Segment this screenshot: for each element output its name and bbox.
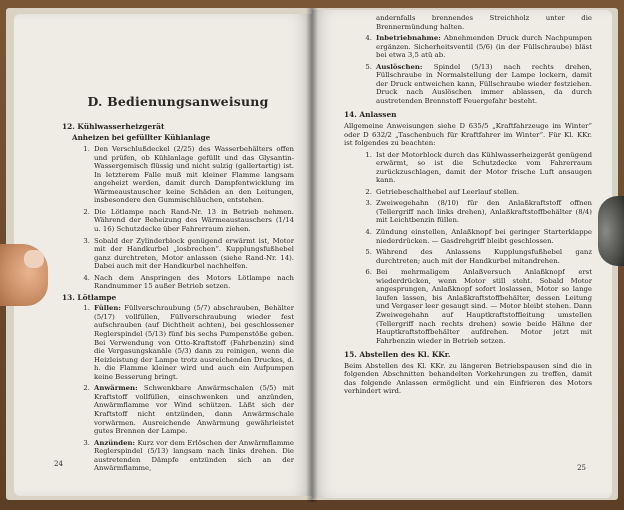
subheading-anheizen: Anheizen bei gefüllter Kühlanlage [72, 132, 211, 142]
item-number: 6. [365, 268, 372, 277]
thumb-nail [24, 250, 44, 268]
item-number: 1. [83, 304, 90, 313]
list-item [358, 188, 592, 197]
item-lead: Anwärmen: [94, 384, 138, 393]
left-page-content [62, 86, 294, 476]
section-heading-14: 14. Anlassen [344, 110, 397, 120]
item-body: Füllverschraubung (5/7) abschrauben, Behälter (5/17) vollfüllen, Füllverschraubung wieder fest aufschrauben (auf Dichtheit achten), bei geschlossener Reglerspindel (5/13) fünf bis sechs Pumpenstöße geben. Bei Verwendung von Otto-Kraftstoff (Fahrbenzin) sind die Vergasungskanäle (5/3) dann zu reinigen, wenn die Heizleistung der Lampe trotz ausreichenden Druckes, d. h. die Flamme kleiner wird und auch ein Aufpumpen keine Besserung bringt. [94, 304, 294, 381]
item-number: 3. [83, 438, 90, 447]
list-item [358, 248, 592, 265]
item-number: 4. [365, 34, 372, 43]
list-item [76, 208, 294, 234]
list-item [76, 145, 294, 205]
item-text: Getriebeschalthebel auf Leerlauf stellen. [376, 187, 520, 196]
section-heading-12: 12. Kühlwasserheizgerät [62, 122, 165, 131]
list-item [76, 384, 294, 435]
list-item [358, 268, 592, 345]
item-number: 2. [83, 207, 90, 216]
item-text: Sobald der Zylinderblock genügend erwärmt ist, Motor mit der Handkurbel „losbrechen“. Kupplungsfußhebel ganz durchtreten, Motor anlassen (siehe Rand-Nr. 14). Dabei auch mit der Handkurbel nachhelfen. [94, 236, 294, 271]
item-text [94, 439, 294, 473]
item-number: 2. [83, 384, 90, 393]
right-page [312, 10, 612, 498]
item-body: Schwenkbare Anwärmschalen (5/5) mit Kraftstoff vollfüllen, einschwenken und anzünden, Anwärmflamme vor Wind schützen. Läßt sich der Kraftstoff nicht entzünden, dann Anwärmschale vorwärmen. Ausreichende Anwärmung gewährleistet gutes Brennen der Lampe. [94, 384, 294, 436]
item-text: Den Verschlußdeckel (2/25) des Wasserbehälters offen und prüfen, ob Kühlanlage gefüllt und das Glysantin-Wassergemisch flüssig und nicht sulzig (gallertartig) ist. In letzterem Falle muß mit kleiner Flamme langsam angeheizt werden, damit durch Dampfentwicklung im Wärmeaustauscher keine Schäden an den Leitungen, insbesondere den Gummischläuchen, entstehen. [94, 145, 294, 205]
list-item-continuation [358, 14, 592, 31]
item-lead: Anzünden: [94, 438, 136, 447]
item-number: 5. [365, 248, 372, 257]
list-item [358, 34, 592, 60]
page-weight [598, 196, 624, 266]
left-page [14, 14, 312, 496]
item-body: Abnehmenden Druck durch Nachpumpen ergänzen. Sicherheitsventil (5/6) (in der Füllschraube) bläst bei etwa 3,5 atü ab. [376, 34, 592, 60]
right-page-content [344, 14, 592, 399]
chapter-title: D. Bedienungsanweisung [87, 94, 269, 109]
item-text: Zündung einstellen, Anlaßknopf bei geringer Starterklappe niederdrücken. — Gasdrehgriff bleibt geschlossen. [376, 228, 592, 245]
section-14-intro: Allgemeine Anweisungen siehe D 635/5 „Kraftfahrzeuge im Winter“ oder D 632/2 „Taschenbuch für Kraftfahrer im Winter“. Für Kl. KKr. ist folgendes zu beachten: [344, 122, 592, 148]
item-text [94, 384, 294, 435]
item-text [94, 304, 294, 381]
item-text [376, 63, 592, 106]
list-item [76, 274, 294, 291]
list-item [358, 199, 592, 225]
item-number: 4. [365, 228, 372, 237]
item-text: Ist der Motorblock durch das Kühlwasserheizgerät genügend erwärmt, so ist die Schutzdecke vom Fahrerraum zurückzuschlagen, damit der Motor frische Luft ansaugen kann. [376, 150, 592, 185]
item-text: Nach dem Anspringen des Motors Lötlampe nach Randnummer 15 außer Betrieb setzen. [94, 273, 294, 291]
item-number: 2. [365, 187, 372, 196]
list-item [358, 63, 592, 106]
item-number: 3. [83, 236, 90, 245]
item-number: 1. [83, 145, 90, 154]
item-text [376, 34, 592, 60]
item-lead: Inbetriebnahme: [376, 34, 441, 43]
item-body: Kurz vor dem Erlöschen der Anwärmflamme Reglerspindel (5/13) langsam nach links drehen. Die austretenden Dämpfe entzünden sich an der Anwärmflamme, [94, 438, 294, 473]
item-text: Bei mehrmaligem Anlaßversuch Anlaßknopf erst wiederdrücken, wenn Motor still steht. Sobald Motor angesprungen, Anlaßknopf sofort loslassen, Motor so lange laufen lassen, bis Anlaßkraftstoffbehälter, dessen Leitung und Vergaser leer gesaugt sind. — Motor bleibt stehen. Dann Zweiwegehahn auf Hauptkraftstoffleitung umstellen (Tellergriff nach rechts drehen) sowie beide Hähne der Hauptkraftstoffbehälter aufdrehen. Motor jetzt mit Fahrbenzin wieder in Betrieb setzen. [376, 268, 592, 345]
item-lead: Auslöschen: [376, 62, 423, 71]
continuation-text: andernfalls brennendes Streichholz unter die Brennermündung halten. [376, 14, 592, 31]
item-text: Zweiwegehahn (8/10) für den Anlaßkraftstoff offnen (Tellergriff nach links drehen), Anlaßkraftstoffbehälter (8/4) mit Leichtbenzin füllen. [376, 199, 592, 225]
book-gutter [306, 8, 318, 502]
list-item [76, 439, 294, 473]
item-lead: Füllen: [94, 304, 121, 313]
item-body: Spindel (5/13) nach rechts drehen, Füllschraube in Normalstellung der Lampe lockern, damit der Druck entweichen kann, Füllschraube wieder festziehen. Druck nach Auslöschen immer ablassen, da durch austretenden Brennstoff Feuergefahr besteht. [376, 62, 592, 105]
item-number: 5. [365, 62, 372, 71]
list-item [358, 228, 592, 245]
list-item [76, 304, 294, 381]
section-15-text: Beim Abstellen des Kl. KKr. zu längeren Betriebspausen sind die in folgenden Abschnitten behandelten Vorkehrungen zu treffen, damit das folgende Anlassen ermöglicht und ein Einfrieren des Motors verhindert wird. [344, 361, 592, 396]
item-number: 1. [365, 150, 372, 159]
list-item [358, 151, 592, 185]
item-text: Während des Anlassens Kupplungsfußhebel ganz durchtreten; auch mit der Handkurbel mitandrehen. [376, 248, 592, 265]
list-item [76, 237, 294, 271]
section-heading-13: 13. Lötlampe [62, 292, 117, 302]
item-number: 3. [365, 199, 372, 208]
page-number-left: 24 [54, 460, 63, 468]
item-text: Die Lötlampe nach Rand-Nr. 13 in Betrieb nehmen. Während der Beheizung des Wärmeaustauschers (1/14 u. 16) Schutzdecke über Fahrerraum ziehen. [94, 207, 294, 234]
section-heading-15: 15. Abstellen des Kl. KKr. [344, 350, 451, 360]
item-number: 4. [83, 273, 90, 282]
page-number-right: 25 [577, 464, 586, 472]
